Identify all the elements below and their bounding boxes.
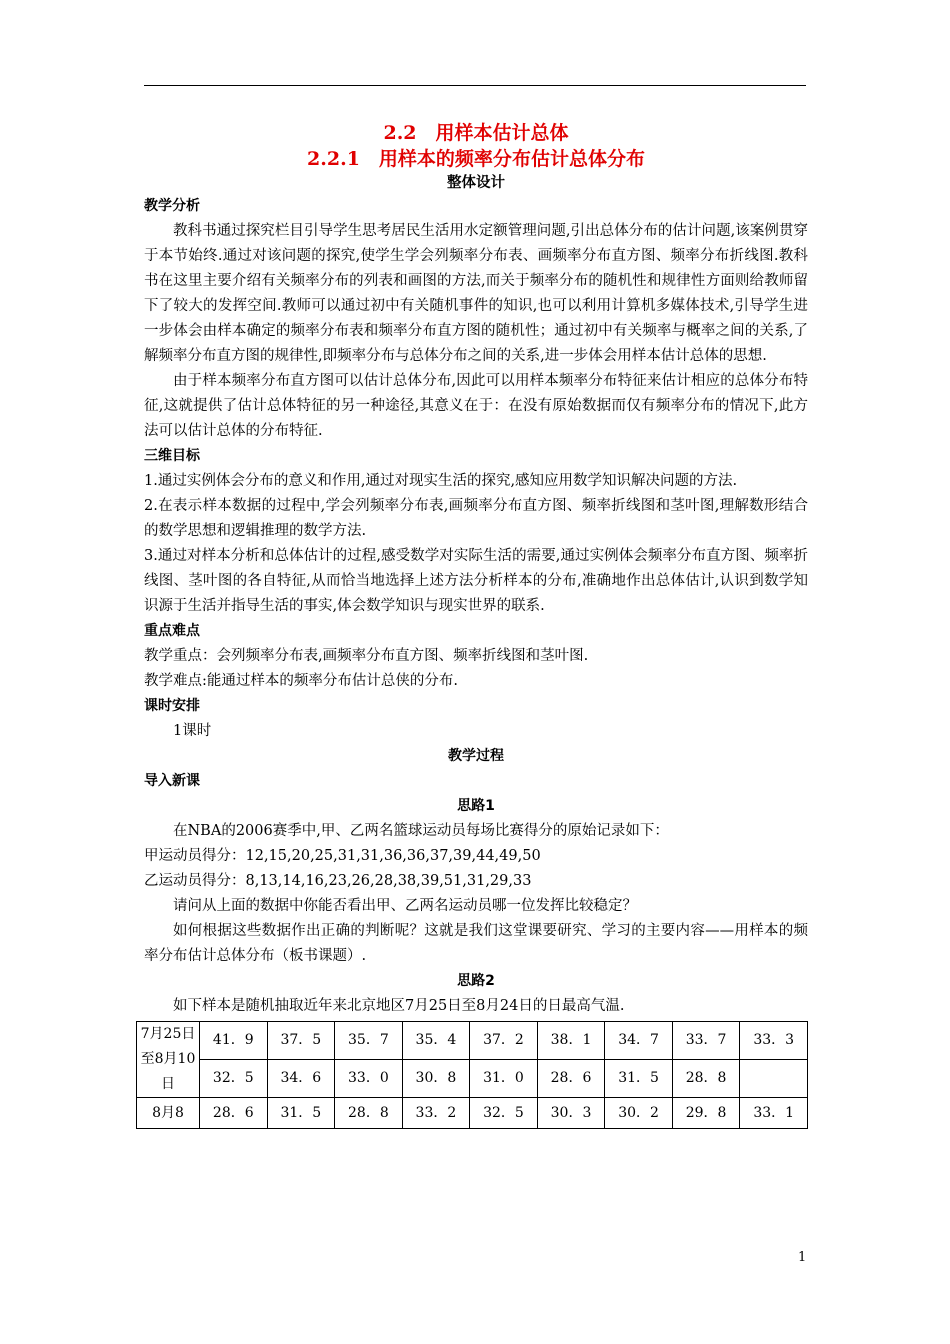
idea1-paragraph-2: 如何根据这些数据作出正确的判断呢？这就是我们这堂课要研究、学习的主要内容——用样本的频率分布估计总体分布（板书课题）. bbox=[144, 923, 808, 964]
temperature-table bbox=[136, 1021, 808, 1129]
table-cell: 32．5 bbox=[200, 1060, 268, 1098]
table-cell: 34．7 bbox=[605, 1022, 673, 1060]
document-body bbox=[140, 120, 808, 1129]
idea1-heading: 思路1 bbox=[457, 798, 495, 814]
table-cell: 33．2 bbox=[402, 1098, 470, 1129]
table-cell: 28．6 bbox=[200, 1098, 268, 1129]
table-label-bottom: 8月8 bbox=[137, 1098, 200, 1129]
table-cell: 28．8 bbox=[672, 1060, 740, 1098]
table-cell: 30．8 bbox=[402, 1060, 470, 1098]
difficult-point: 教学难点:能通过样本的频率分布估计总侠的分布. bbox=[144, 673, 458, 689]
analysis-heading: 教学分析 bbox=[144, 198, 200, 214]
table-cell: 38．1 bbox=[537, 1022, 605, 1060]
table-cell: 28．8 bbox=[335, 1098, 403, 1129]
table-row bbox=[137, 1022, 808, 1060]
key-point: 教学重点：会列频率分布表,画频率分布直方图、频率折线图和茎叶图. bbox=[144, 648, 589, 664]
subsection-title: 2.2.1 用样本的频率分布估计总体分布 bbox=[307, 148, 645, 170]
goal-2: 2.在表示样本数据的过程中,学会列频率分布表,画频率分布直方图、频率折线图和茎叶图,理解数形结合的数学思想和逻辑推理的数学方法. bbox=[144, 498, 808, 539]
table-cell: 31．0 bbox=[470, 1060, 538, 1098]
table-cell: 33．3 bbox=[740, 1022, 808, 1060]
table-cell: 31．5 bbox=[267, 1098, 335, 1129]
table-cell: 28．6 bbox=[537, 1060, 605, 1098]
analysis-paragraph-2: 由于样本频率分布直方图可以估计总体分布,因此可以用样本频率分布特征来估计相应的总体分布特征,这就提供了估计总体特征的另一种途径,其意义在于：在没有原始数据而仅有频率分布的情况下,此方法可以估计总体的分布特征. bbox=[144, 373, 808, 439]
idea1-paragraph: 在NBA的2006赛季中,甲、乙两名篮球运动员每场比赛得分的原始记录如下： bbox=[173, 823, 669, 839]
header-rule bbox=[144, 85, 806, 86]
table-cell: 33．0 bbox=[335, 1060, 403, 1098]
table-cell: 30．3 bbox=[537, 1098, 605, 1129]
section-title: 2.2 用样本估计总体 bbox=[383, 122, 569, 144]
table-cell: 35．4 bbox=[402, 1022, 470, 1060]
intro-heading: 导入新课 bbox=[144, 773, 200, 789]
idea2-heading: 思路2 bbox=[457, 973, 495, 989]
table-cell: 33．7 bbox=[672, 1022, 740, 1060]
idea1-question: 请问从上面的数据中你能否看出甲、乙两名运动员哪一位发挥比较稳定？ bbox=[173, 898, 637, 914]
schedule-heading: 课时安排 bbox=[144, 698, 200, 714]
process-heading: 教学过程 bbox=[448, 748, 504, 764]
design-title: 整体设计 bbox=[447, 174, 505, 191]
table-row bbox=[137, 1098, 808, 1129]
player-b-scores: 乙运动员得分：8,13,14,16,23,26,28,38,39,51,31,29,33 bbox=[144, 873, 532, 889]
table-cell: 37．5 bbox=[267, 1022, 335, 1060]
table-label-top: 7月25日至8月10日 bbox=[137, 1022, 200, 1098]
table-cell: 41．9 bbox=[200, 1022, 268, 1060]
schedule-text: 1课时 bbox=[173, 723, 212, 739]
table-row bbox=[137, 1060, 808, 1098]
table-cell: 30．2 bbox=[605, 1098, 673, 1129]
table-cell: 34．6 bbox=[267, 1060, 335, 1098]
table-cell: 31．5 bbox=[605, 1060, 673, 1098]
table-cell: 37．2 bbox=[470, 1022, 538, 1060]
goal-1: 1.通过实例体会分布的意义和作用,通过对现实生活的探究,感知应用数学知识解决问题的方法. bbox=[144, 473, 738, 489]
page-number: 1 bbox=[798, 1250, 807, 1265]
analysis-paragraph-1: 教科书通过探究栏目引导学生思考居民生活用水定额管理问题,引出总体分布的估计问题,该案例贯穿于本节始终.通过对该问题的探究,使学生学会列频率分布表、画频率分布直方图、频率分布折线图.教科书在这里主要介绍有关频率分布的列表和画图的方法,而关于频率分布的随机性和规律性方面则给教师留下了较大的发挥空间.教师可以通过初中有关随机事件的知识,也可以利用计算机多媒体技术,引导学生进一步体会由样本确定的频率分布表和频率分布直方图的随机性；通过初中有关频率与概率之间的关系,了解频率分布直方图的规律性,即频率分布与总体分布之间的关系,进一步体会用样本估计总体的思想. bbox=[144, 223, 808, 364]
table-cell: 33．1 bbox=[740, 1098, 808, 1129]
idea2-paragraph: 如下样本是随机抽取近年来北京地区7月25日至8月24日的日最高气温. bbox=[173, 998, 625, 1014]
table-cell: 29．8 bbox=[672, 1098, 740, 1129]
table-cell bbox=[740, 1060, 808, 1098]
key-heading: 重点难点 bbox=[144, 623, 200, 639]
goal-3: 3.通过对样本分析和总体估计的过程,感受数学对实际生活的需要,通过实例体会频率分布直方图、频率折线图、茎叶图的各自特征,从而恰当地选择上述方法分析样本的分布,准确地作出总体估计,认识到数学知识源于生活并指导生活的事实,体会数学知识与现实世界的联系. bbox=[144, 548, 808, 614]
table-cell: 32．5 bbox=[470, 1098, 538, 1129]
goals-heading: 三维目标 bbox=[144, 448, 200, 464]
player-a-scores: 甲运动员得分：12,15,20,25,31,31,36,36,37,39,44,49,50 bbox=[144, 848, 541, 864]
table-cell: 35．7 bbox=[335, 1022, 403, 1060]
